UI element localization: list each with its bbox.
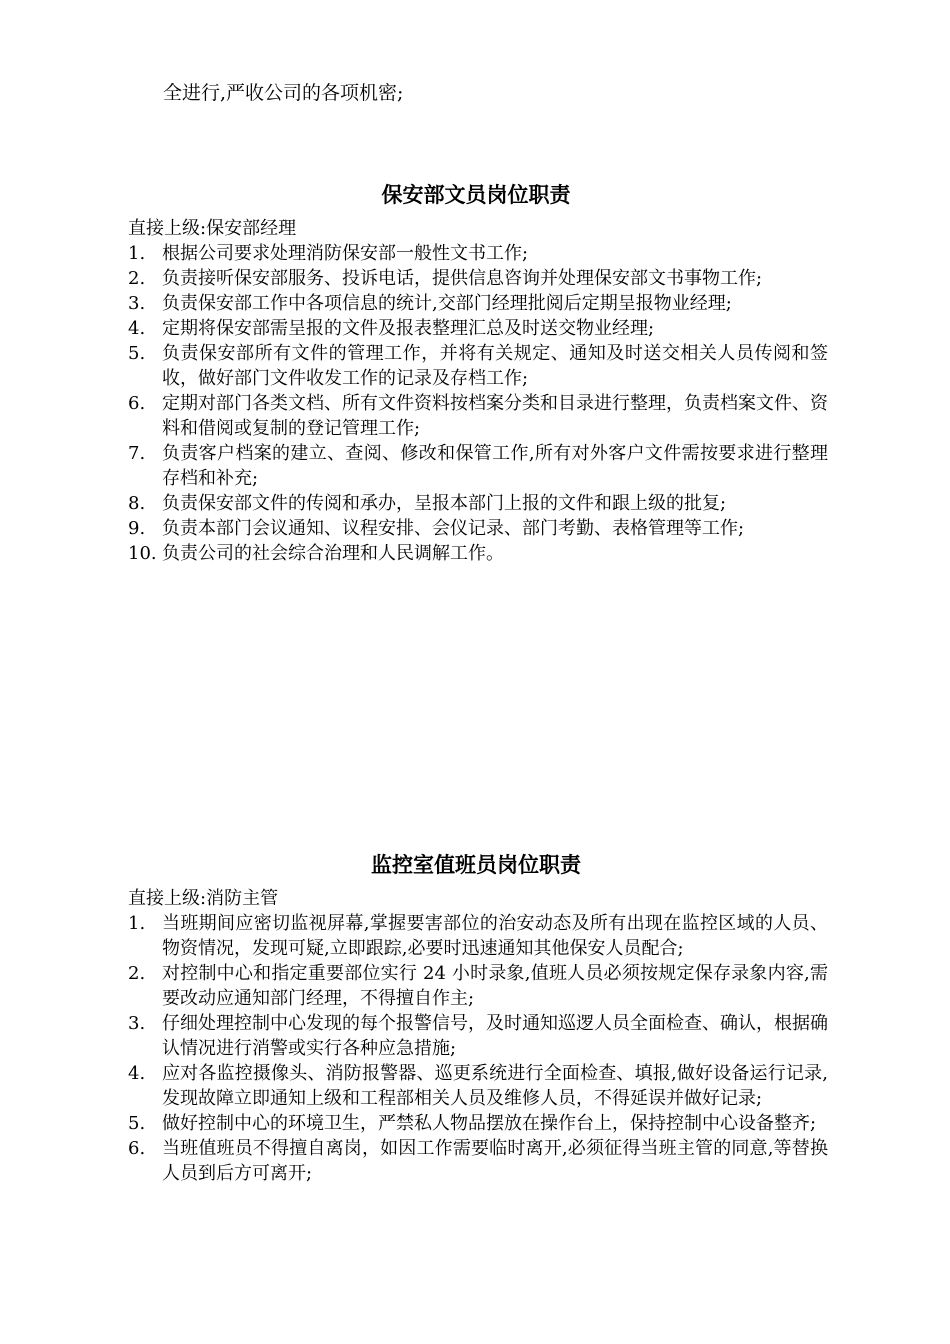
duty-item [128, 911, 828, 961]
duty-item [128, 291, 828, 316]
section-title: 保安部文员岗位职责 [381, 182, 571, 207]
duty-text: 负责保安部所有文件的管理工作，并将有关规定、通知及时送交相关人员传阅和签收，做好部门文件收发工作的记录及存档工作; [162, 343, 828, 389]
duty-number: 1. [128, 243, 146, 264]
duty-number: 8. [128, 493, 146, 514]
duty-item [128, 391, 828, 441]
duty-text: 负责保安部文件的传阅和承办，呈报本部门上报的文件和跟上级的批复; [162, 493, 727, 514]
section-clerk-duties [128, 178, 828, 566]
duty-number: 4. [128, 1063, 146, 1084]
duty-text: 当班值班员不得擅自离岗，如因工作需要临时离开,必须征得当班主管的同意,等替换人员到后方可离开; [162, 1138, 828, 1184]
duty-text: 负责客户档案的建立、查阅、修改和保管工作,所有对外客户文件需按要求进行整理存档和补充; [162, 443, 828, 489]
duty-text: 负责接听保安部服务、投诉电话，提供信息咨询并处理保安部文书事物工作; [162, 268, 763, 289]
duty-number: 6. [128, 393, 146, 414]
section-title: 监控室值班员岗位职责 [371, 852, 581, 877]
duty-item [128, 491, 828, 516]
duty-number: 1. [128, 913, 146, 934]
duty-text: 根据公司要求处理消防保安部一般性文书工作; [162, 243, 529, 264]
duty-item [128, 961, 828, 1011]
intro-line: 全进行,严收公司的各项机密; [163, 82, 404, 104]
duty-item [128, 266, 828, 291]
duty-text: 负责本部门会议通知、议程安排、会仪记录、部门考勤、表格管理等工作; [162, 518, 745, 539]
duty-item [128, 316, 828, 341]
duty-text: 做好控制中心的环境卫生，严禁私人物品摆放在操作台上，保持控制中心设备整齐; [162, 1113, 817, 1134]
duty-item [128, 541, 828, 566]
duty-text: 负责保安部工作中各项信息的统计,交部门经理批阅后定期呈报物业经理; [162, 293, 732, 314]
duty-text: 定期将保安部需呈报的文件及报表整理汇总及时送交物业经理; [162, 318, 655, 339]
section-monitor-duties [128, 848, 828, 1186]
duty-number: 7. [128, 443, 146, 464]
duty-number: 3. [128, 1013, 146, 1034]
duty-number: 6. [128, 1138, 146, 1159]
duty-number: 2. [128, 268, 146, 289]
duty-item [128, 1061, 828, 1111]
supervisor-line: 直接上级:保安部经理 [128, 218, 297, 239]
duty-text: 应对各监控摄像头、消防报警器、巡更系统进行全面检查、填报,做好设备运行记录,发现故障立即通知上级和工程部相关人员及维修人员，不得延误并做好记录; [162, 1063, 828, 1109]
duty-item [128, 1136, 828, 1186]
duty-text: 仔细处理控制中心发现的每个报警信号，及时通知巡逻人员全面检查、确认，根据确认情况进行消警或实行各种应急措施; [162, 1013, 828, 1059]
duty-item [128, 241, 828, 266]
duty-text: 对控制中心和指定重要部位实行 24 小时录象,值班人员必须按规定保存录象内容,需要改动应通知部门经理，不得擅自作主; [162, 963, 828, 1009]
duty-item [128, 441, 828, 491]
duty-number: 2. [128, 963, 146, 984]
duty-number: 5. [128, 343, 146, 364]
duty-item [128, 1111, 828, 1136]
duty-number: 5. [128, 1113, 146, 1134]
duty-item [128, 1011, 828, 1061]
duty-number: 3. [128, 293, 146, 314]
duty-text: 负责公司的社会综合治理和人民调解工作。 [162, 543, 504, 564]
duty-number: 10. [128, 543, 157, 564]
supervisor-line: 直接上级:消防主管 [128, 888, 279, 909]
duty-list [128, 911, 828, 1186]
duty-item [128, 341, 828, 391]
duty-item [128, 516, 828, 541]
duty-list [128, 241, 828, 566]
duty-text: 定期对部门各类文档、所有文件资料按档案分类和目录进行整理，负责档案文件、资料和借阅或复制的登记管理工作; [162, 393, 828, 439]
duty-number: 9. [128, 518, 146, 539]
duty-number: 4. [128, 318, 146, 339]
duty-text: 当班期间应密切监视屏幕,掌握要害部位的治安动态及所有出现在监控区域的人员、物资情况，发现可疑,立即跟踪,必要时迅速通知其他保安人员配合; [162, 913, 828, 959]
